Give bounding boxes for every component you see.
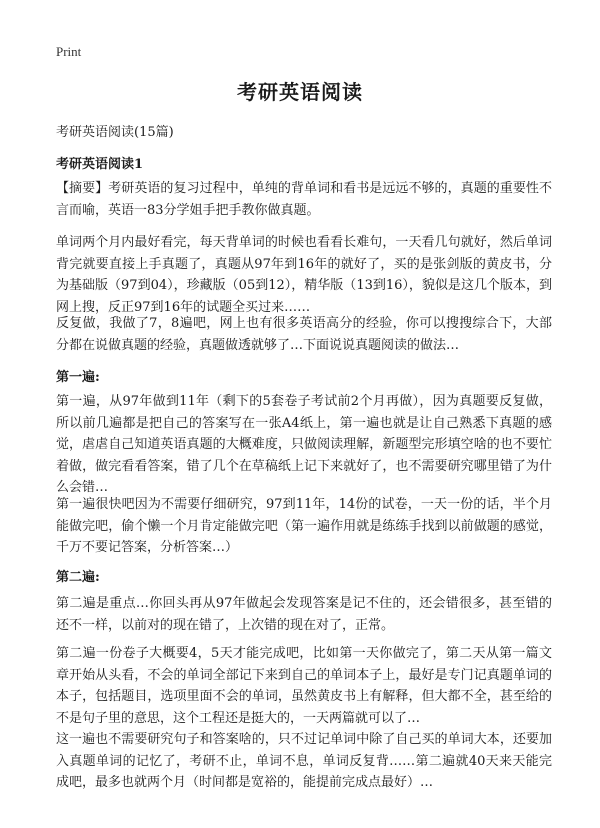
section-heading-second-pass: 第二遍:	[56, 570, 100, 585]
body-paragraph: 第一遍，从97年做到11年（剩下的5套卷子考试前2个月再做），因为真题要反复做，所以前几遍都是把自己的答案写在一张A4纸上，第一遍也就是让自己熟悉下真题的感觉，虐虐自己知道英语真题的大概难度，只做阅读理解，新题型完形填空啥的也不要忙着做，做完看看答案，错了几个在草稿纸上记下来就好了，也不需要研究哪里错了为什么会错…	[56, 394, 552, 495]
print-link[interactable]: Print	[56, 44, 82, 59]
body-paragraph: 单词两个月内最好看完，每天背单词的时候也看看长难句，一天看几句就好，然后单词背完就要直接上手真题了，真题从97年到16年的就好了，买的是张剑版的黄皮书，分为基础版（97到04），珍藏版（05到12），精华版（13到16），貌似是这几个版本，到网上搜，反正97到16年的试题全买过来……	[56, 235, 552, 315]
abstract-paragraph: 【摘要】考研英语的复习过程中，单纯的背单词和看书是远远不够的，真题的重要性不言而喻，英语一83分学姐手把手教你做真题。	[56, 181, 552, 218]
body-paragraph: 第二遍是重点…你回头再从97年做起会发现答案是记不住的，还会错很多，甚至错的还不一样，以前对的现在错了，上次错的现在对了，正常。	[56, 596, 552, 633]
body-paragraph: 第一遍很快吧因为不需要仔细研究，97到11年，14份的试卷，一天一份的话，半个月能做完吧，偷个懒一个月肯定能做完吧（第一遍作用就是练练手找到以前做题的感觉，千万不要记答案，分析答案…）	[56, 497, 552, 555]
body-paragraph: 反复做，我做了7，8遍吧，网上也有很多英语高分的经验，你可以搜搜综合下，大部分都在说做真题的经验，真题做透就够了…下面说说真题阅读的做法…	[56, 316, 552, 353]
document-subtitle: 考研英语阅读(15篇)	[56, 125, 174, 140]
section-heading-first-pass: 第一遍:	[56, 370, 100, 385]
page-title: 考研英语阅读	[237, 80, 363, 104]
body-paragraph: 第二遍一份卷子大概要4，5天才能完成吧，比如第一天你做完了，第二天从第一篇文章开始从头看，不会的单词全部记下来到自己的单词本子上，最好是专门记真题单词的本子，包括题目，选项里面不会的单词，虽然黄皮书上有解释，但大都不全，甚至给的不是句子里的意思，这个工程还是挺大的，一天两篇就可以了…	[56, 646, 552, 726]
article-heading: 考研英语阅读1	[56, 157, 144, 172]
body-paragraph: 这一遍也不需要研究句子和答案啥的，只不过记单词中除了自己买的单词大本，还要加入真题单词的记忆了，考研不止，单词不息，单词反复背……第二遍就40天来天能完成吧，最多也就两个月（时间都是宽裕的，能提前完成点最好）…	[56, 732, 552, 790]
